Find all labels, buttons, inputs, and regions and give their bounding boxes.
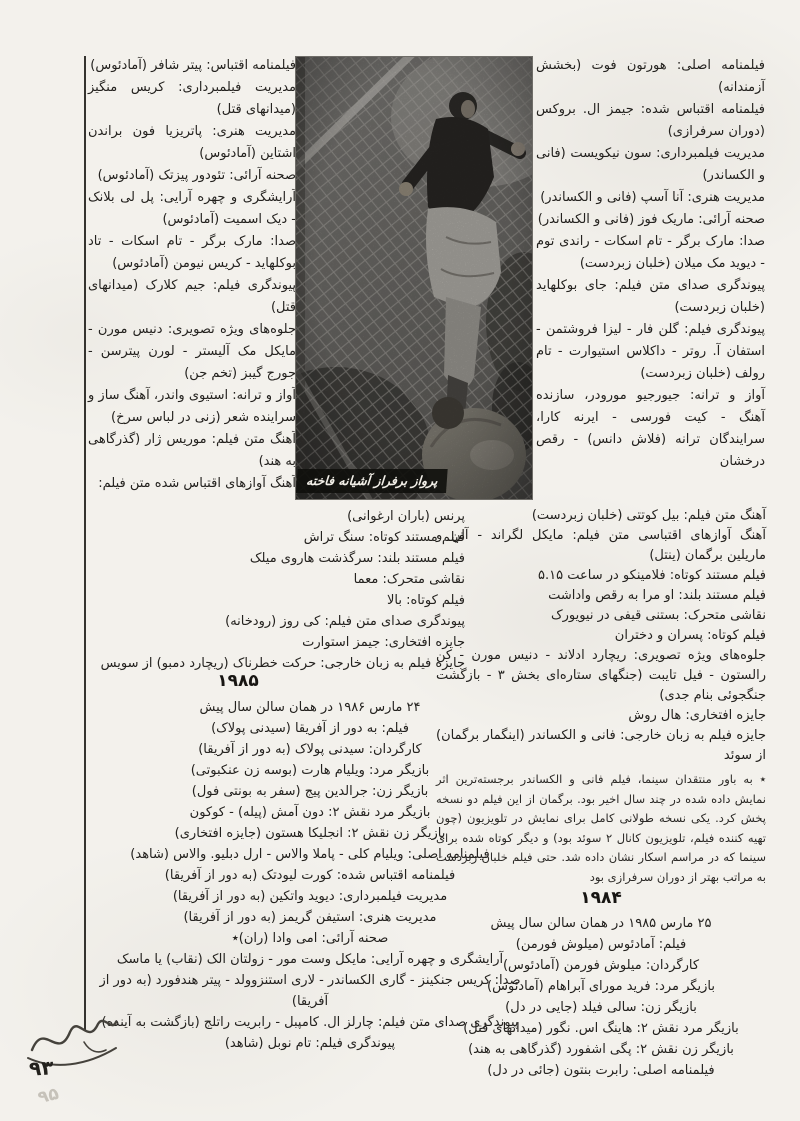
award-line: فیلمنامه اقتباس شده: کورت لیودتک (به دور از آفریقا) (164, 868, 456, 883)
credit-line: پیوندگری فیلم: جیم کلارک (میدانهای قتل) (88, 278, 296, 315)
credit-line: جلوه‌های ویژه تصویری: ریچارد ادلاند - دنیس مورن - کن رالستون - فیل تایبت (جنگهای ستاره‌ای بخش ۳ - بازگشت جنگجوئی بنام جدی) (436, 648, 766, 703)
credit-line: جلوه‌های ویژه تصویری: دنیس مورن - مایکل مک آلیستر - لورن پیترسن - جورج گیبز (تخم جن) (88, 322, 296, 381)
credit-line: مدیریت هنری: پاتریزیا فون براندن اشتاین (آمادئوس) (88, 124, 296, 161)
credit-line: آهنگ متن فیلم: بیل کوتتی (خلبان زبردست) (531, 508, 766, 523)
award-line: فیلم: به دور از آفریقا (سیدنی پولاک) (211, 721, 409, 736)
award-line: آرایشگری و چهره آرایی: مایکل وست مور - زولتان الک (نقاب) یا ماسک (116, 952, 504, 967)
credit-line: پیوندگری فیلم: گلن فار - لیزا فروشتمن - استفان آ. روتر - داکلاس استیوارت - تام رولف (خلبان زبردست) (536, 322, 765, 381)
credit-line: فیلم مستند کوتاه: سنگ تراش (303, 530, 465, 545)
award-line: ۲۴ مارس ۱۹۸۶ در همان سالن سال پیش (199, 700, 421, 715)
award-line: مدیریت هنری: استیفن گریمز (به دور از آفریقا) (183, 910, 437, 925)
year-heading-1984: ۱۹۸۴ (580, 888, 622, 908)
credit-line: جایزه افتخاری: هال روش (628, 708, 766, 723)
credit-line: مدیریت فیلمبرداری: کریس منگیز (میدانهای قتل) (88, 80, 296, 117)
credit-line: صحنه آرائی: ماریک فوز (فانی و الکساندر) (537, 212, 765, 227)
awards-list-1985 (88, 697, 532, 1054)
page-number: ۹۳ (28, 1055, 55, 1081)
margin-rule (84, 56, 86, 1031)
award-line: پیوندگری صدای متن فیلم: چارلز ال. کامپبل - رابریت راتلج (بازگشت به آینده) (101, 1015, 519, 1030)
fence-climbing-scene-image (296, 57, 532, 499)
award-line: کارگردان: میلوش فورمن (آمادئوس) (502, 958, 700, 973)
credit-line: فیلم کوتاه: پسران و دختران (614, 628, 766, 643)
award-line: بازیگر مرد: ویلیام هارت (بوسه زن عنکبوتی) (190, 763, 430, 778)
award-line: فیلمنامه اصلی: رابرت بنتون (جائی در دل) (487, 1063, 715, 1078)
award-line: بازیگر مرد نقش ۲: دون آمش (پیله) - کوکون (189, 805, 431, 820)
credit-line: آهنگ آوازهای اقتباسی متن فیلم: مایکل لگراند - آلن و ماریلین برگمان (ینتل) (436, 528, 766, 563)
credit-line: فیلمنامه اصلی: هورتون فوت (بخشش آزمندانه) (536, 58, 765, 95)
credit-line: فیلمنامه اقتباس: پیتر شافر (آمادئوس) (90, 58, 296, 73)
watermark-number: ۹۵ (35, 1083, 61, 1109)
credit-line: فیلم مستند کوتاه: فلامینکو در ساعت ۵.۱۵ (537, 568, 766, 583)
credit-line: جایزه افتخاری: جیمز استوارت (302, 635, 465, 650)
credit-line: نقاشی متحرک: معما (353, 572, 465, 587)
award-line: ۲۵ مارس ۱۹۸۵ در همان سالن سال پیش (490, 916, 712, 931)
film-still-photo (296, 57, 532, 499)
credit-line: آهنگ آوازهای اقتباس شده متن فیلم: (98, 476, 296, 491)
credit-line: مدیریت فیلمبرداری: سون نیکویست (فانی و الکساندر) (536, 146, 765, 183)
award-line: بازیگر مرد: فرید مورای آبراهام (آمادئوس) (487, 979, 715, 994)
credits-column-left (88, 55, 296, 495)
credit-line: فیلم مستند بلند: او مرا به رقص واداشت (548, 588, 766, 603)
award-line: صحنه آرائی: امی وادا (ران)٭ (231, 931, 389, 946)
award-line: بازیگر مرد نقش ۲: هاینگ اس. نگور (میدانهای قتل) (463, 1021, 739, 1036)
credit-line: فیلم کوتاه: بالا (386, 593, 465, 608)
award-line: فیلم: آمادئوس (میلوش فورمن) (515, 937, 687, 952)
award-line: بازیگر زن: سالی فیلد (جایی در دل) (505, 1000, 697, 1015)
footnote: ٭ به باور منتقدان سینما، فیلم فانی و الکساندر برجسته‌ترین اثر نمایش داده شده در چند سال اخیر بود. برگمان از این فیلم دو نسخه پخش کرد. یکی نسخه طولانی کامل برای نمایش در تلویزیون (چون تهیه کننده فیلم، تلویزیون کانال ۲ سوئد بود) و دیگر کوتاه شده برای سینما که در مراسم اسکار نشان داده شد. حتی فیلم خلبان زبردست به مراتب بهتر از دوران سرفرازی بود (436, 772, 767, 884)
award-line: بازیگر زن نقش ۲: پگی اشفورد (گذرگاهی به هند) (468, 1042, 734, 1057)
photo-caption: پرواز برفراز آشیانه فاخته (296, 469, 448, 493)
credit-line: جایزه فیلم به زبان خارجی: حرکت خطرناک (ریچارد دمبو) از سویس (100, 656, 465, 671)
credit-line: پرنس (باران ارغوانی) (347, 509, 465, 524)
award-line: صدا: کریس جنکینز - گاری الکساندر - لاری استنزوولد - پیتر هندفورد (به دور از آفریقا) (99, 973, 521, 1009)
credit-line: آواز و ترانه: جیورجیو مورودر، سازنده آهنگ - کیت فورسی - ایرنه کارا، سرایندگان ترانه (فلاش دانس) - رقص درخشان (536, 388, 765, 469)
credit-line: مدیریت هنری: آنا آسپ (فانی و الکساندر) (540, 190, 765, 205)
credits-column-mid-lower (88, 506, 465, 674)
credit-line: جایزه فیلم به زبان خارجی: فانی و الکساندر (اینگمار برگمان) از سوئد (436, 728, 766, 763)
credit-line: فیلم مستند بلند: سرگذشت هاروی میلک (249, 551, 465, 566)
credit-line: فیلمنامه اقتباس شده: جیمز ال. بروکس (دوران سرفرازی) (536, 102, 765, 139)
credits-column-right-top (536, 55, 765, 473)
credit-line: پیوندگری صدای متن فیلم: کی روز (رودخانه) (225, 614, 465, 629)
credit-line: صحنه آرائی: تئودور پیزتک (آمادئوس) (97, 168, 296, 183)
credit-line: نقاشی متحرک: بستنی قیفی در نیویورک (550, 608, 766, 623)
credit-line: آرایشگری و چهره آرایی: پل لی بلانک - دیک اسمیت (آمادئوس) (88, 190, 296, 227)
year-heading-1985: ۱۹۸۵ (217, 671, 259, 691)
credit-line: آواز و ترانه: استیوی واندر، آهنگ ساز و سراینده شعر (زنی در لباس سرخ) (88, 388, 296, 425)
award-line: بازیگر زن نقش ۲: انجلیکا هستون (جایزه افتخاری) (174, 826, 446, 841)
award-line: فیلمنامه اصلی: ویلیام کلی - پاملا والاس - ارل دبلیو. والاس (شاهد) (130, 847, 490, 862)
award-line: پیوندگری فیلم: تام نوبل (شاهد) (224, 1036, 396, 1051)
award-line: کارگردان: سیدنی پولاک (به دور از آفریقا) (198, 742, 422, 757)
credit-line: صدا: مارک برگر - تام اسکات - راندی توم - دیوید مک میلان (خلبان زبردست) (536, 234, 765, 271)
award-line: بازیگر زن: جرالدین پیج (سفر به بونتی فول) (191, 784, 429, 799)
award-line: مدیریت فیلمبرداری: دیوید واتکین (به دور از آفریقا) (172, 889, 448, 904)
credit-line: پیوندگری صدای متن فیلم: جای بوکلهاید (خلبان زبردست) (536, 278, 765, 315)
credit-line: آهنگ متن فیلم: موریس ژار (گذرگاهی به هند) (88, 432, 296, 469)
credit-line: صدا: مارک برگر - تام اسکات - تاد بوکلهاید - کریس نیومن (آمادئوس) (88, 234, 296, 271)
